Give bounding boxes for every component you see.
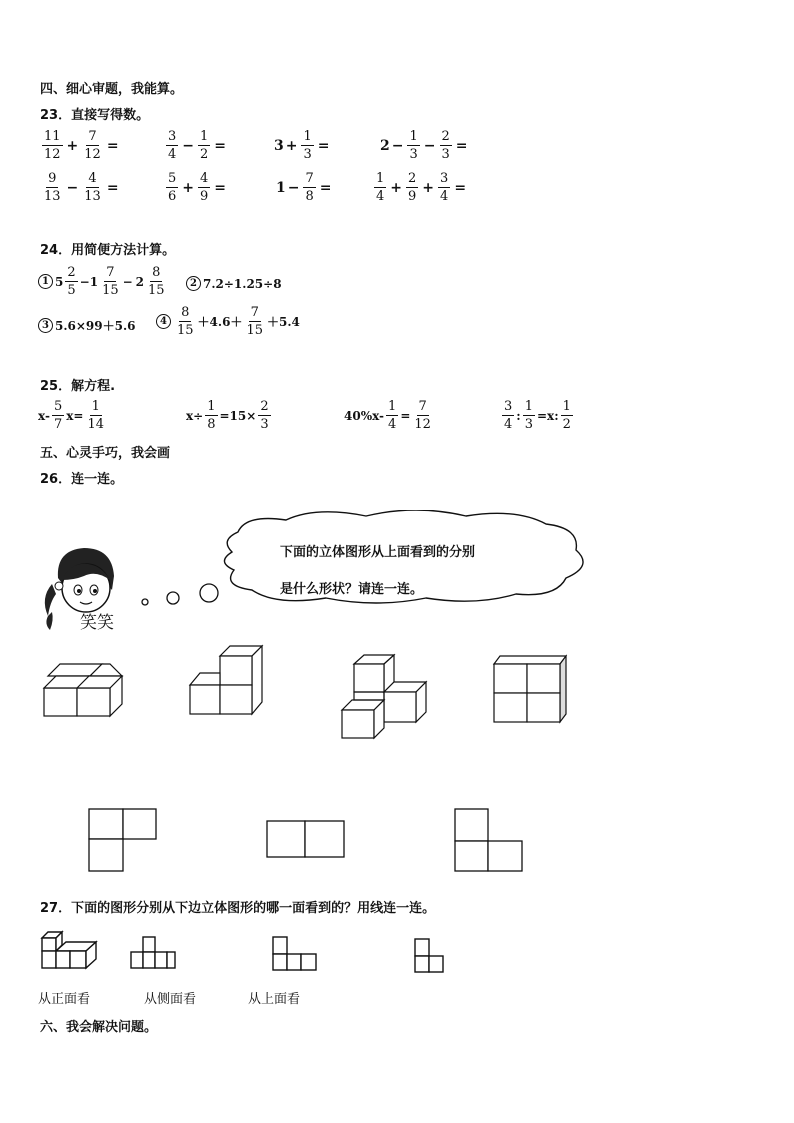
q27-view-shape-2 xyxy=(270,934,320,974)
solid-figure-2 xyxy=(186,642,270,720)
caption-side-view: 从侧面看 xyxy=(144,992,197,1007)
solid-figure-3 xyxy=(338,652,430,740)
character-name: 笑笑 xyxy=(80,613,114,633)
q27-view-shape-1 xyxy=(128,934,178,972)
section-6-title: 六、我会解决问题。 xyxy=(40,1020,158,1035)
q23-item-3: 3 + $\frac{1}{3}$ = xyxy=(274,129,330,162)
solid-figure-1 xyxy=(40,660,130,720)
caption-front-view: 从正面看 xyxy=(38,992,91,1007)
q23-item-6: $\frac{5}{6}$ + $\frac{4}{9}$ = xyxy=(168,171,227,204)
solid-figure-4 xyxy=(490,654,570,724)
circled-number: 4 xyxy=(156,314,171,329)
q23-item-7: 1 − $\frac{7}{8}$ = xyxy=(276,171,332,204)
circled-number: 2 xyxy=(186,276,201,291)
q23-item-8: $\frac{1}{4}$ + $\frac{2}{9}$ + $\frac{3}{4}$ = xyxy=(376,171,467,204)
section-5-title: 五、心灵手巧，我会画 xyxy=(40,446,171,461)
bubble-line-1: 下面的立体图形从上面看到的分别 xyxy=(280,545,476,560)
caption-top-view: 从上面看 xyxy=(248,992,301,1007)
q24-problem-2: 2 7.2÷1.25÷8 xyxy=(186,276,282,291)
q25-equation-1: x- $\frac{5}{7}$ x= $\frac{1}{14}$ xyxy=(38,399,104,432)
q25-equation-3: 40%x- $\frac{1}{4}$ = $\frac{7}{12}$ xyxy=(344,399,431,432)
circled-number: 1 xyxy=(38,274,53,289)
q24-title: 24．用简便方法计算。 xyxy=(40,243,176,258)
q23-item-4: 2 − $\frac{1}{3}$ − $\frac{2}{3}$ = xyxy=(380,129,468,162)
q26-title: 26．连一连。 xyxy=(40,472,124,487)
q24-problem-1: 1 5 $\frac{2}{5}$ − 1 $\frac{7}{15}$ − 2 $\frac{8}{15}$ xyxy=(38,266,169,297)
q24-problem-3: 3 5.6×99＋5.6 xyxy=(38,317,136,334)
q25-equation-2: x÷ $\frac{1}{8}$ =15× $\frac{2}{3}$ xyxy=(186,399,269,432)
q23-title: 23．直接写得数。 xyxy=(40,108,150,123)
q27-title: 27．下面的图形分别从下边立体图形的哪一面看到的？用线连一连。 xyxy=(40,901,436,916)
section-4-title: 四、细心审题，我能算。 xyxy=(40,82,184,97)
q27-view-shape-3 xyxy=(412,936,448,976)
q23-item-1: $\frac{11}{12}$ + $\frac{7}{12}$ = xyxy=(44,129,119,162)
q27-solid-figure xyxy=(38,928,100,972)
q24-problem-4: 4 $\frac{8}{15}$ ＋4.6＋ $\frac{7}{15}$ ＋5.4 xyxy=(156,306,300,337)
q25-title: 25．解方程. xyxy=(40,379,116,394)
circled-number: 3 xyxy=(38,318,53,333)
q23-item-2: $\frac{3}{4}$ − $\frac{1}{2}$ = xyxy=(168,129,227,162)
top-view-shape-2 xyxy=(264,818,348,860)
top-view-shape-1 xyxy=(86,806,160,874)
bubble-line-2: 是什么形状？请连一连。 xyxy=(280,582,424,597)
top-view-shape-3 xyxy=(452,806,526,874)
q23-item-5: $\frac{9}{13}$ − $\frac{4}{13}$ = xyxy=(44,171,119,204)
q25-equation-4: $\frac{3}{4}$ : $\frac{1}{3}$ =x: $\frac{1}{2}$ xyxy=(504,399,571,432)
